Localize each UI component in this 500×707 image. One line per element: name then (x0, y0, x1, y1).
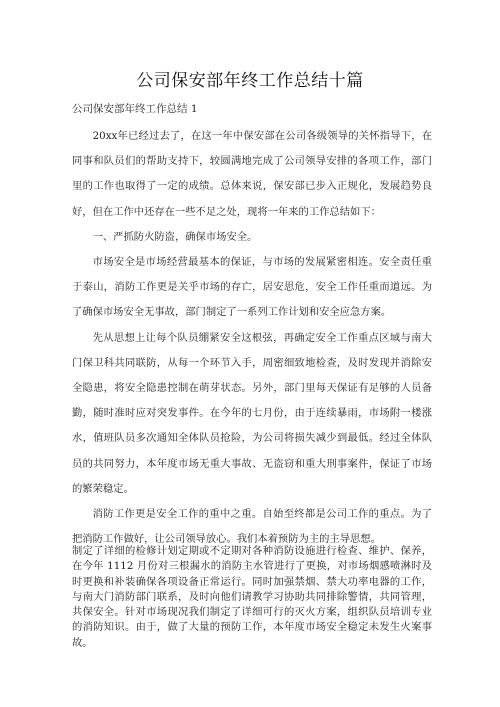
document-tail (72, 544, 432, 651)
paragraph-section-heading: 一、严抓防火防盗，确保市场安全。 (92, 230, 258, 243)
paragraph-maintenance: 制定了详细的检修计划定期或不定期对各种消防设施进行检查、维护、保养，在今年 1112 月份对三根漏水的消防主水管进行了更换，对市场烟感喷淋时及时更换和补装确保各项设备正常运行。同时加强禁烟、禁大功率电器的工作，与南大门消防部门联系，及时向他们请教学习协助共同排除警情，共同管理，共保安全。针对市场现况我们制定了详细可行的灭火方案，组织队员培训专业的消防知识。由于，做了大量的预防工作，本年度市场安全稳定未发生火案事故。 (72, 545, 432, 649)
section-heading: 公司保安部年终工作总结 1 (72, 103, 198, 115)
paragraph-security-measures: 先从思想上让每个队员绷紧安全这根弦，再确定安全工作重点区域与南大门保卫科共同联防，从每一个环节入手，周密细致地检查，及时发现并消除安全隐患，将安全隐患控制在萌芽状态。另外，部门里每天保证有足够的人员备勤，随时准时应对突发事件。在今年的七月份，由于连续暴雨，市场附一楼涨水，值班队员多次通知全体队员抢险，为公司将损失减少到最低。经过全体队员的共同努力，本年度市场无重大事故、无盗窃和重大刑事案件，保证了市场的繁荣稳定。 (72, 331, 432, 495)
paragraph-fire-prevention: 消防工作更是安全工作的重中之重。自始至终都是公司工作的重点。为了把消防工作做好，让公司领导放心。我们本着预防为主的主导思想。 (72, 508, 432, 546)
document-body (72, 124, 432, 552)
paragraph-intro: 20xx年已经过去了，在这一年中保安部在公司各级领导的关怀指导下，在同事和队员们的帮助支持下，较圆满地完成了公司领导安排的各项工作，部门里的工作也取得了一定的成绩。总体来说，保安部已步入正规化，发展趋势良好，但在工作中还存在一些不足之处，现将一年来的工作总结如下： (72, 130, 432, 218)
document-title: 公司保安部年终工作总结十篇 (136, 71, 364, 91)
paragraph-market-safety: 市场安全是市场经营最基本的保证，与市场的发展紧密相连。安全责任重于泰山，消防工作更是关乎市场的存亡，居安思危，安全工作任重而道远。为了确保市场安全无事故，部门制定了一系列工作计划和安全应急方案。 (72, 256, 432, 319)
